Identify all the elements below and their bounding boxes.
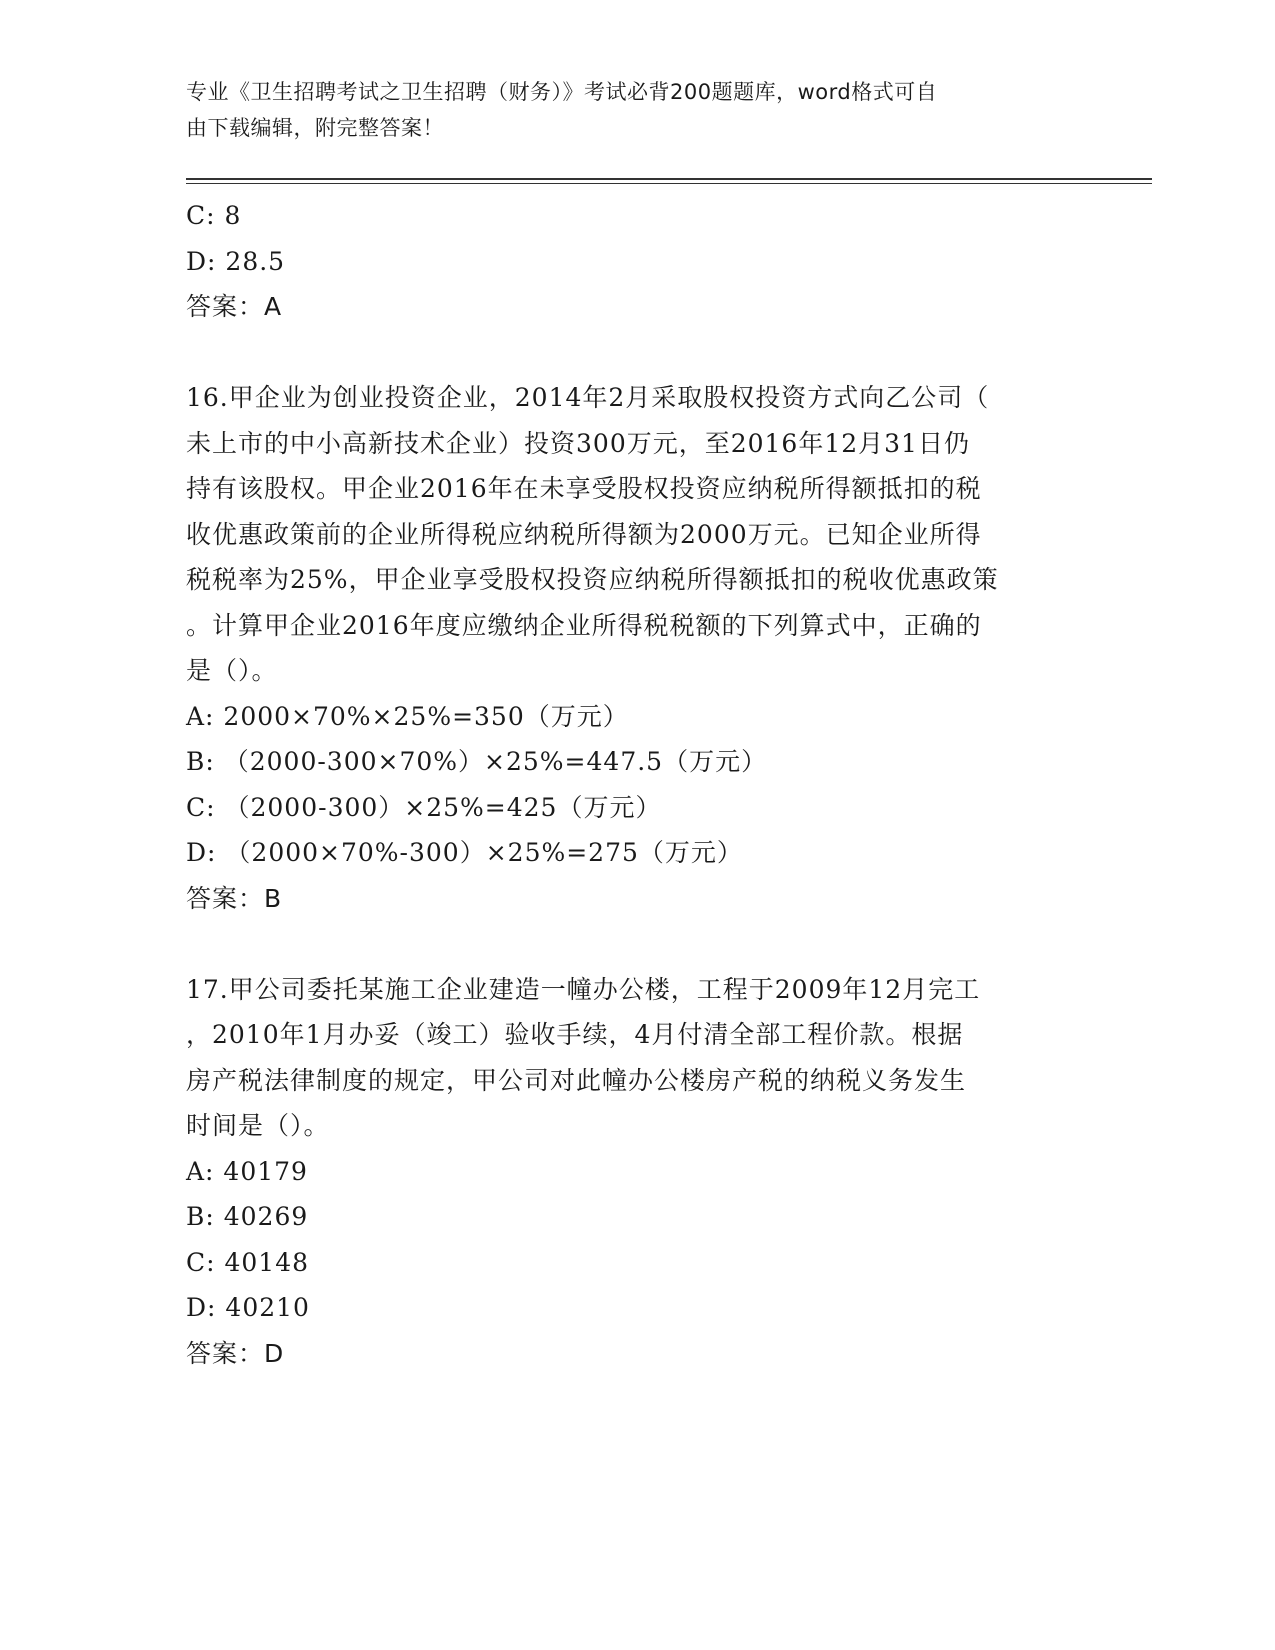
question-text-line: 是（）。 <box>186 656 278 685</box>
option-c: C: 40148 <box>186 1247 310 1277</box>
option-d: D: 40210 <box>186 1293 310 1322</box>
option-d: D: 28.5 <box>186 246 286 276</box>
question-text-line: 16.甲企业为创业投资企业，2014年2月采取股权投资方式向乙公司（ <box>186 383 990 412</box>
prev-question <box>186 193 1086 330</box>
option-b: B: 40269 <box>186 1202 309 1231</box>
question-text-line: 房产税法律制度的规定，甲公司对此幢办公楼房产税的纳税义务发生 <box>186 1065 967 1095</box>
question-text-line: 收优惠政策前的企业所得税应纳税所得额为2000万元。已知企业所得 <box>186 519 982 549</box>
option-a: A: 40179 <box>186 1156 308 1186</box>
answer-line: 答案：A <box>186 292 283 321</box>
answer-line: 答案：D <box>186 1338 285 1368</box>
option-c: C: （2000-300）×25%=425（万元） <box>186 792 662 822</box>
question-text-line: 持有该股权。甲企业2016年在未享受股权投资应纳税所得额抵扣的税 <box>186 474 982 503</box>
question-text-line: 时间是（）。 <box>186 1111 330 1140</box>
question-17 <box>186 967 1086 1377</box>
question-text-line: 税税率为25%，甲企业享受股权投资应纳税所得额抵扣的税收优惠政策 <box>186 565 999 594</box>
document-header <box>186 74 1066 146</box>
header-divider-thin <box>186 183 1152 184</box>
header-line-2: 由下载编辑，附完整答案！ <box>186 116 444 140</box>
question-text-line: 17.甲公司委托某施工企业建造一幢办公楼，工程于2009年12月完工 <box>186 974 981 1004</box>
header-line-1: 专业《卫生招聘考试之卫生招聘（财务）》考试必背200题题库，word格式可自 <box>186 80 938 104</box>
option-c: C: 8 <box>186 201 242 230</box>
question-16 <box>186 375 1086 921</box>
header-divider <box>186 178 1152 180</box>
answer-line: 答案：B <box>186 883 283 913</box>
option-d: D: （2000×70%-300）×25%=275（万元） <box>186 838 743 867</box>
question-text-line: 。计算甲企业2016年度应缴纳企业所得税税额的下列算式中，正确的 <box>186 610 982 640</box>
question-text-line: ，2010年1月办妥（竣工）验收手续，4月付清全部工程价款。根据 <box>186 1020 964 1049</box>
question-text-line: 未上市的中小高新技术企业）投资300万元，至2016年12月31日仍 <box>186 428 970 458</box>
option-a: A: 2000×70%×25%=350（万元） <box>186 701 629 731</box>
document-body <box>186 193 1086 1376</box>
option-b: B: （2000-300×70%）×25%=447.5（万元） <box>186 747 768 776</box>
